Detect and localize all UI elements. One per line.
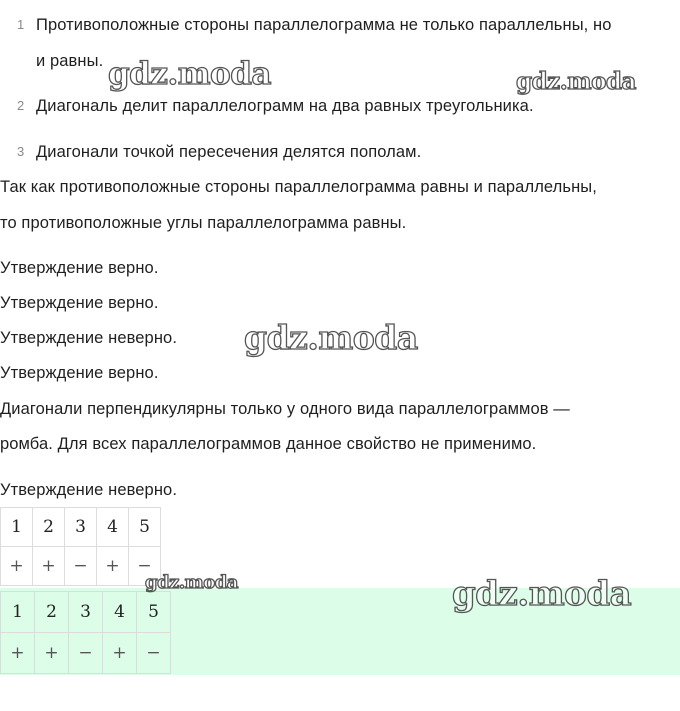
watermark: gdz.moda bbox=[452, 574, 632, 614]
table-cell: 1 bbox=[1, 592, 35, 633]
table-cell: + bbox=[103, 633, 137, 674]
table-cell: + bbox=[1, 633, 35, 674]
list-number-1: 1 bbox=[17, 17, 25, 32]
table-cell: + bbox=[35, 633, 69, 674]
table-row bbox=[1, 547, 161, 586]
statement-3: Утверждение неверно. bbox=[0, 329, 177, 347]
table-cell: + bbox=[97, 547, 129, 586]
table-cell: 5 bbox=[129, 508, 161, 547]
watermark: gdz.moda bbox=[145, 572, 238, 593]
table-cell: 2 bbox=[33, 508, 65, 547]
table-cell: − bbox=[69, 633, 103, 674]
table-cell: − bbox=[65, 547, 97, 586]
table-cell: − bbox=[137, 633, 171, 674]
table-header-row bbox=[1, 508, 161, 547]
list-number-3: 3 bbox=[17, 144, 25, 159]
watermark: gdz.moda bbox=[244, 318, 418, 357]
list-number-2: 2 bbox=[17, 98, 25, 113]
watermark: gdz.moda bbox=[108, 56, 271, 92]
table-row bbox=[1, 633, 171, 674]
table-cell: 4 bbox=[97, 508, 129, 547]
table-cell: 5 bbox=[137, 592, 171, 633]
statement-1: Утверждение верно. bbox=[0, 259, 159, 277]
paragraph-1-line1: Так как противоположные стороны параллелограмма равны и параллельны, bbox=[0, 178, 597, 196]
table-cell: 3 bbox=[69, 592, 103, 633]
table-cell: 2 bbox=[35, 592, 69, 633]
list-item-1-line2: и равны. bbox=[36, 52, 104, 70]
list-item-1-line1: Противоположные стороны параллелограмма не только параллельны, но bbox=[36, 16, 612, 34]
answer-table-highlighted bbox=[0, 591, 171, 674]
list-item-2: Диагональ делит параллелограмм на два равных треугольника. bbox=[36, 97, 534, 115]
table-cell: 1 bbox=[1, 508, 33, 547]
answer-table bbox=[0, 507, 161, 586]
statement-5: Утверждение неверно. bbox=[0, 481, 177, 499]
table-cell: + bbox=[1, 547, 33, 586]
list-item-3: Диагонали точкой пересечения делятся пополам. bbox=[36, 143, 422, 161]
paragraph-1-line2: то противоположные углы параллелограмма равны. bbox=[0, 214, 407, 232]
table-cell: − bbox=[129, 547, 161, 586]
table-cell: + bbox=[33, 547, 65, 586]
table-cell: 4 bbox=[103, 592, 137, 633]
table-header-row bbox=[1, 592, 171, 633]
paragraph-2-line1: Диагонали перпендикулярны только у одного вида параллелограммов — bbox=[0, 400, 570, 418]
statement-2: Утверждение верно. bbox=[0, 294, 159, 312]
table-cell: 3 bbox=[65, 508, 97, 547]
paragraph-2-line2: ромба. Для всех параллелограммов данное свойство не применимо. bbox=[0, 435, 537, 453]
watermark: gdz.moda bbox=[516, 68, 636, 95]
statement-4: Утверждение верно. bbox=[0, 364, 159, 382]
